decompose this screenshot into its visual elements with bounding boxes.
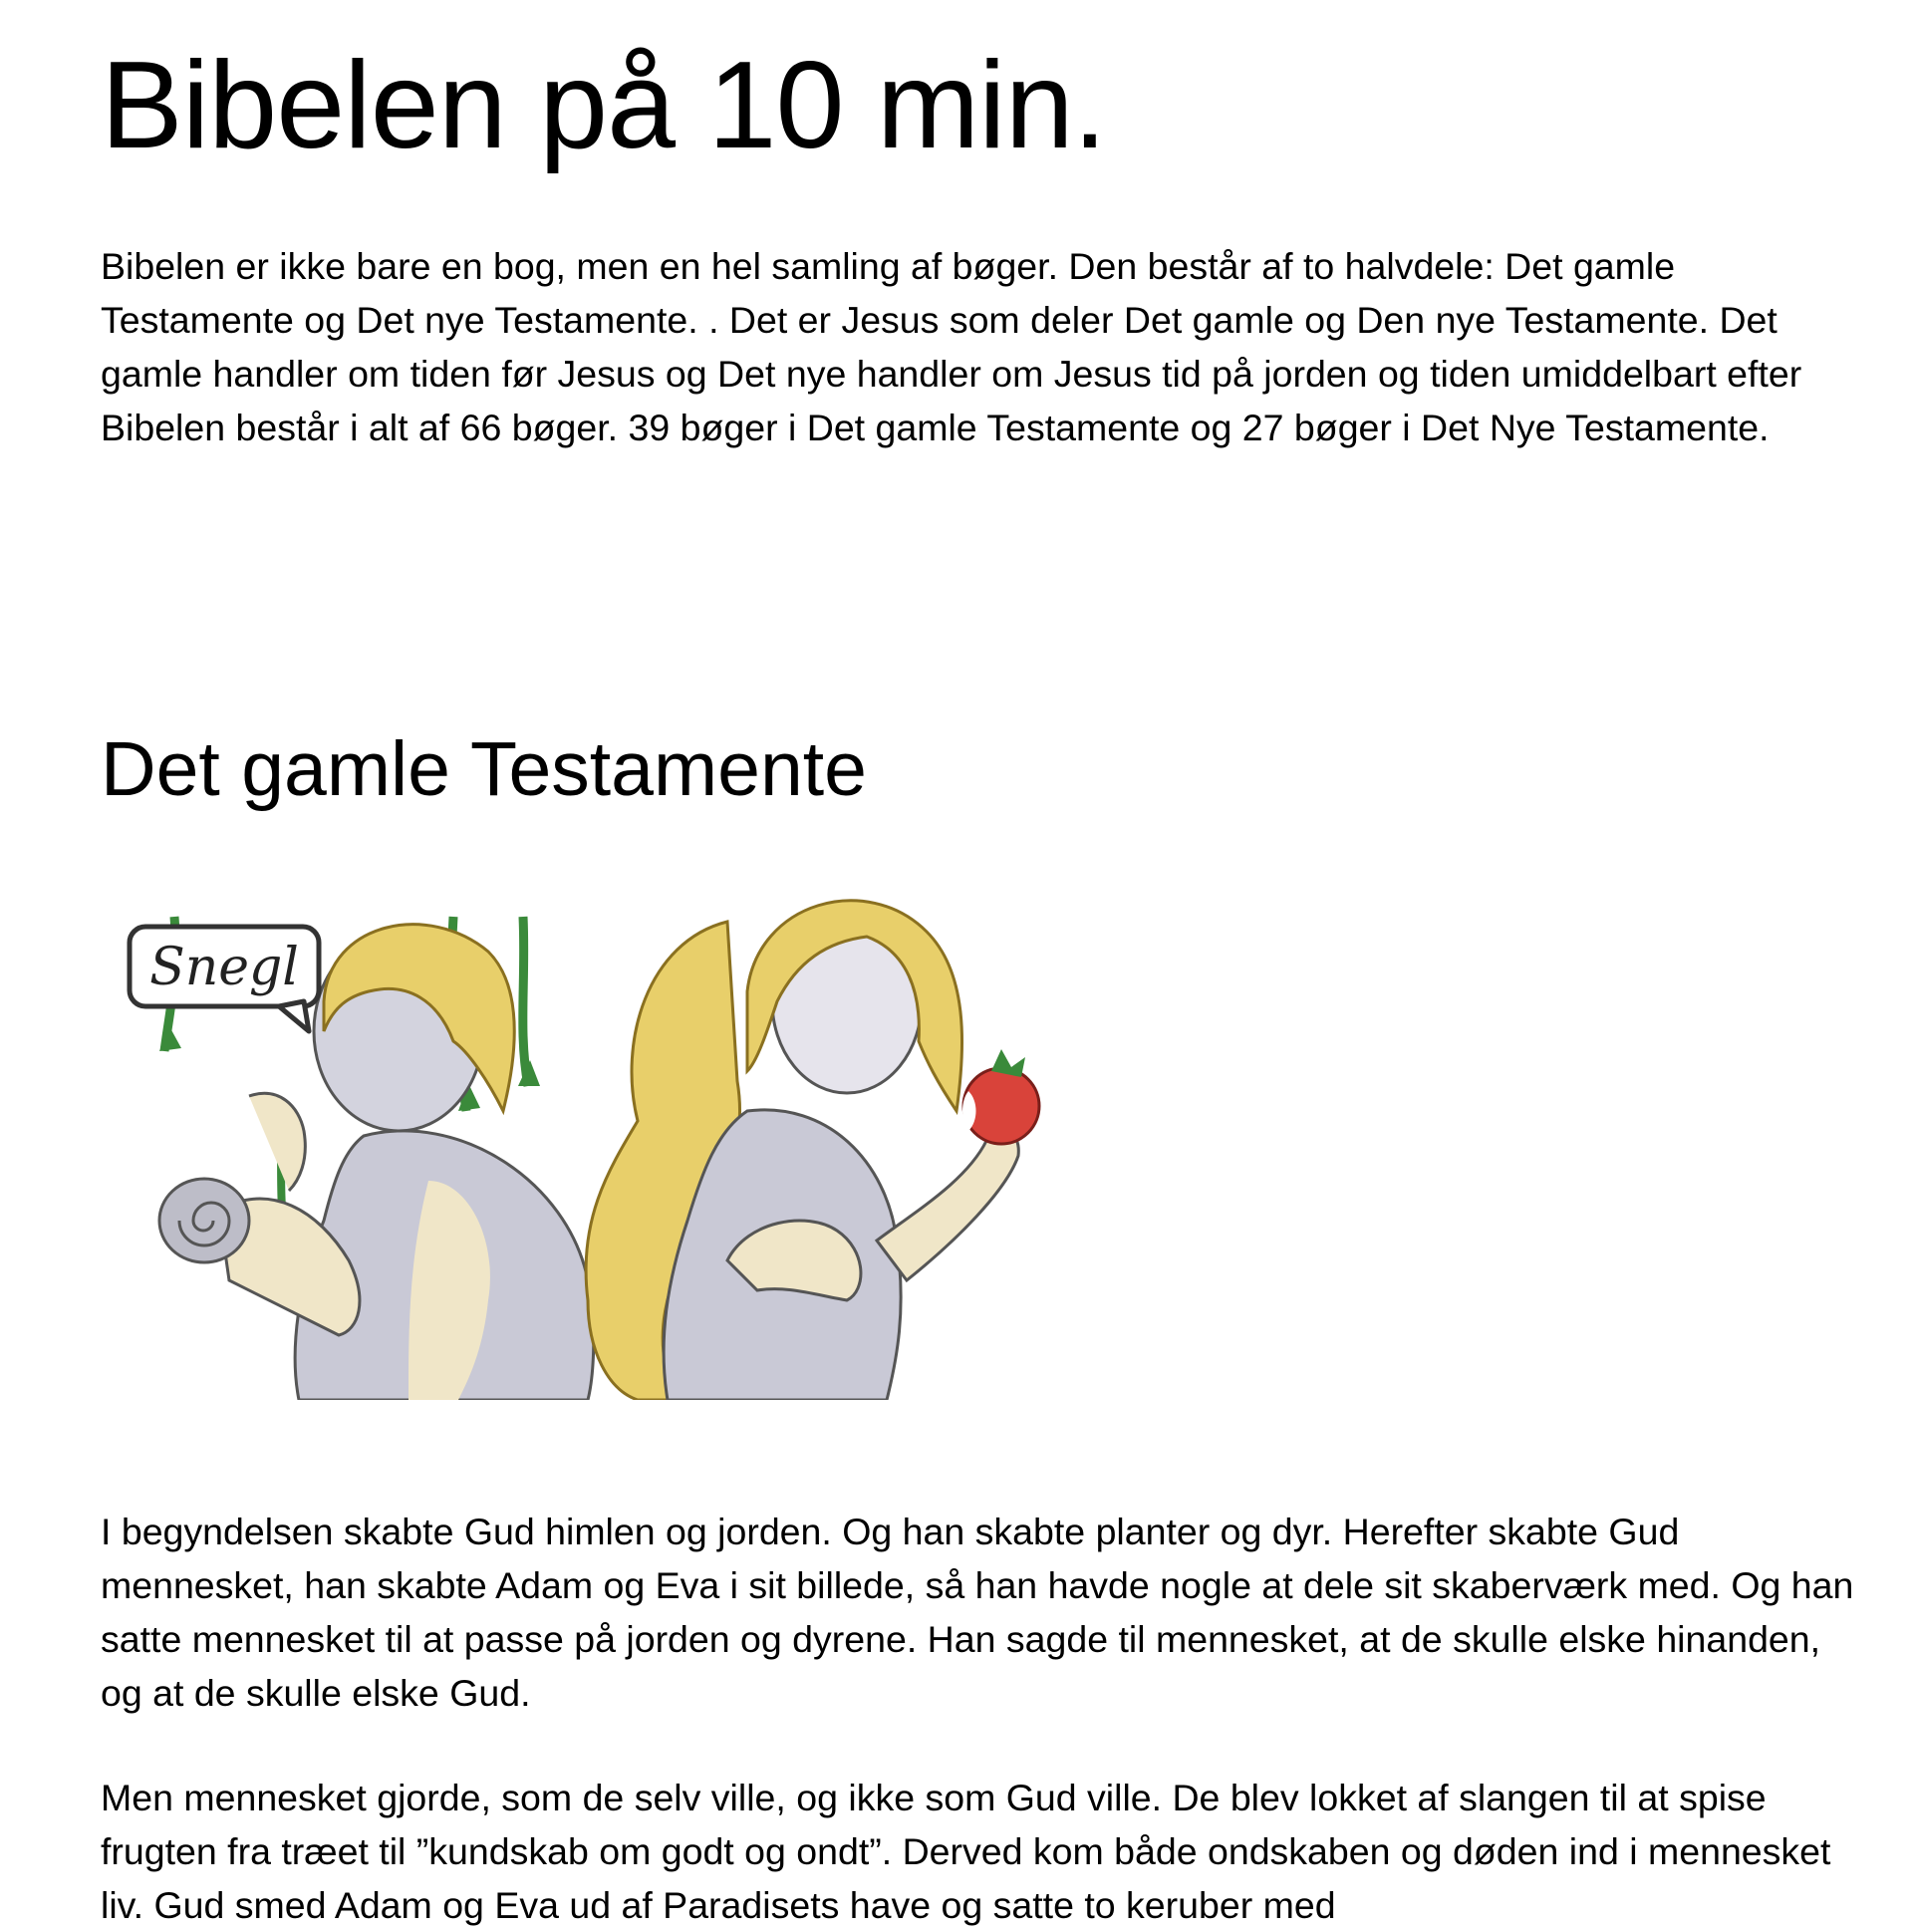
adam-figure [130, 917, 594, 1400]
paragraph-fall: Men mennesket gjorde, som de selv ville, og ikke som Gud ville. De blev lokket af slangen til at spise frugten fra træet til ”kundskab om godt og ondt”. Derved kom både ondskaben og døden ind i mennesket liv. Gud smed Adam og Eva ud af Paradisets have og satte to keruber med [101, 1777, 1831, 1926]
section-heading-old-testament: Det gamle Testamente [101, 726, 867, 812]
speech-bubble-text: Snegl [149, 938, 299, 997]
intro-line-1: Bibelen er ikke bare en bog, men en hel samling af bøger. Den består af to halvdele: Det gamle Testamente og Det nye Testamente. . Det er Jesus som deler Det gamle og Den nye Testamente. Det gamle handler om tiden før Jesus og Det nye handler om Jesus tid på jorden og tiden umiddelbart efter [101, 245, 1802, 395]
eve-figure [586, 901, 1039, 1400]
intro-line-2: Bibelen består i alt af 66 bøger. 39 bøger i Det gamle Testamente og 27 bøger i Det Nye Testamente. [101, 407, 1770, 448]
adam-eve-illustration [110, 882, 1136, 1400]
document-title: Bibelen på 10 min. [101, 37, 1107, 174]
intro-paragraph [101, 239, 1864, 454]
paragraph-creation: I begyndelsen skabte Gud himlen og jorden. Og han skabte planter og dyr. Herefter skabte Gud mennesket, han skabte Adam og Eva i sit billede, så han havde nogle at dele sit skaberværk med. Og han satte mennesket til at passe på jorden og dyrene. Han sagde til mennesket, at de skulle elske hinanden, og at de skulle elske Gud. [101, 1511, 1854, 1714]
